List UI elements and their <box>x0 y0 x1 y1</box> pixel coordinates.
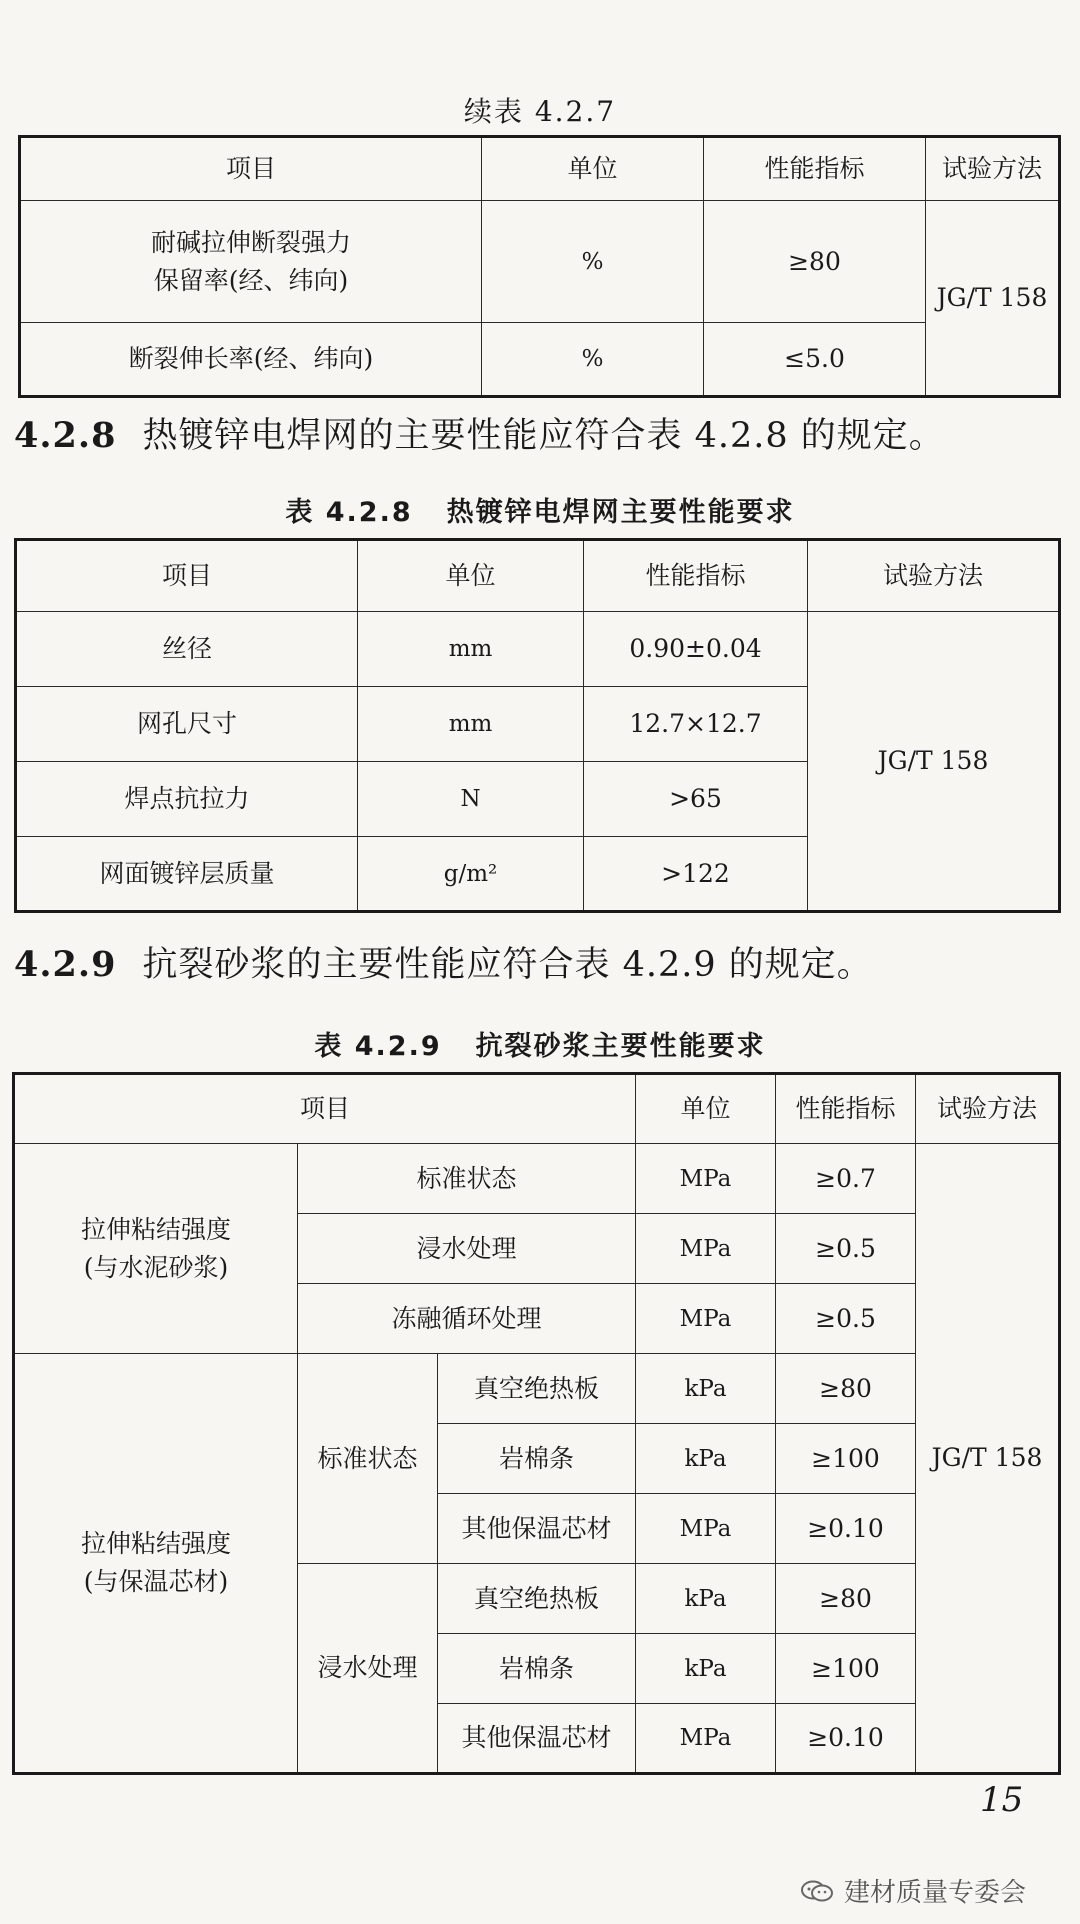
table-header-row <box>20 137 1060 201</box>
row-value: >122 <box>584 837 808 912</box>
row-value: ≥0.7 <box>776 1144 916 1214</box>
row-unit: MPa <box>636 1704 776 1774</box>
page-number: 15 <box>980 1780 1024 1820</box>
header-unit: 单位 <box>358 540 584 612</box>
row-unit: MPa <box>636 1214 776 1284</box>
row-unit: g/m² <box>358 837 584 912</box>
header-unit: 单位 <box>482 137 704 201</box>
row-item: 焊点抗拉力 <box>16 762 358 837</box>
row-value: ≥80 <box>776 1564 916 1634</box>
wechat-icon <box>800 1880 834 1902</box>
group-label-cement-mortar: 拉伸粘结强度 (与水泥砂浆) <box>14 1144 298 1354</box>
row-value: 12.7×12.7 <box>584 687 808 762</box>
row-condition: 冻融循环处理 <box>298 1284 636 1354</box>
row-unit: kPa <box>636 1424 776 1494</box>
row-value: ≤5.0 <box>704 323 926 397</box>
clause-text: 抗裂砂浆的主要性能应符合表 4.2.9 的规定。 <box>142 945 873 985</box>
row-unit: % <box>482 201 704 323</box>
row-unit: MPa <box>636 1494 776 1564</box>
row-value: ≥0.5 <box>776 1284 916 1354</box>
table-row <box>16 612 1060 687</box>
header-value: 性能指标 <box>584 540 808 612</box>
row-unit: MPa <box>636 1284 776 1354</box>
row-item: 耐碱拉伸断裂强力 保留率(经、纬向) <box>20 201 482 323</box>
header-value: 性能指标 <box>704 137 926 201</box>
group-label-insulation-core: 拉伸粘结强度 (与保温芯材) <box>14 1354 298 1774</box>
row-material: 其他保温芯材 <box>438 1704 636 1774</box>
row-item: 网孔尺寸 <box>16 687 358 762</box>
row-value: 0.90±0.04 <box>584 612 808 687</box>
header-item: 项目 <box>16 540 358 612</box>
row-value: ≥100 <box>776 1634 916 1704</box>
row-material: 岩棉条 <box>438 1424 636 1494</box>
row-unit: kPa <box>636 1634 776 1704</box>
table-header-row <box>14 1074 1060 1144</box>
table-header-row <box>16 540 1060 612</box>
row-condition: 浸水处理 <box>298 1214 636 1284</box>
row-unit: mm <box>358 612 584 687</box>
clause-4-2-9 <box>14 937 873 987</box>
table-4-2-9 <box>12 1072 1061 1775</box>
row-method: JG/T 158 <box>926 201 1060 397</box>
table-4-2-8-caption: 表 4.2.8 热镀锌电焊网主要性能要求 <box>285 497 795 528</box>
header-item: 项目 <box>20 137 482 201</box>
row-item: 丝径 <box>16 612 358 687</box>
row-material: 岩棉条 <box>438 1634 636 1704</box>
row-value: >65 <box>584 762 808 837</box>
row-unit: kPa <box>636 1564 776 1634</box>
table-row <box>20 323 1060 397</box>
row-material: 真空绝热板 <box>438 1354 636 1424</box>
header-unit: 单位 <box>636 1074 776 1144</box>
row-value: ≥0.5 <box>776 1214 916 1284</box>
row-value: ≥80 <box>704 201 926 323</box>
table-4-2-9-caption: 表 4.2.9 抗裂砂浆主要性能要求 <box>314 1031 766 1062</box>
row-unit: kPa <box>636 1354 776 1424</box>
header-method: 试验方法 <box>926 137 1060 201</box>
row-unit: % <box>482 323 704 397</box>
table-4-2-7-cont <box>18 135 1061 398</box>
row-value: ≥0.10 <box>776 1494 916 1564</box>
row-unit: mm <box>358 687 584 762</box>
watermark <box>800 1872 1026 1909</box>
row-value: ≥0.10 <box>776 1704 916 1774</box>
row-material: 真空绝热板 <box>438 1564 636 1634</box>
row-unit: MPa <box>636 1144 776 1214</box>
header-value: 性能指标 <box>776 1074 916 1144</box>
header-item: 项目 <box>14 1074 636 1144</box>
clause-number: 4.2.8 <box>14 415 117 456</box>
table-row <box>14 1354 1060 1424</box>
watermark-text: 建材质量专委会 <box>844 1878 1027 1908</box>
row-method: JG/T 158 <box>808 612 1060 912</box>
row-method: JG/T 158 <box>916 1144 1060 1774</box>
row-item: 断裂伸长率(经、纬向) <box>20 323 482 397</box>
clause-4-2-8 <box>14 408 945 458</box>
subgroup-label-standard: 标准状态 <box>298 1354 438 1564</box>
cont-table-caption: 续表 4.2.7 <box>463 95 617 128</box>
table-row <box>20 201 1060 323</box>
header-method: 试验方法 <box>808 540 1060 612</box>
row-condition: 标准状态 <box>298 1144 636 1214</box>
subgroup-label-immersion: 浸水处理 <box>298 1564 438 1774</box>
row-material: 其他保温芯材 <box>438 1494 636 1564</box>
clause-number: 4.2.9 <box>14 944 117 985</box>
row-unit: N <box>358 762 584 837</box>
table-4-2-8 <box>14 538 1061 913</box>
row-value: ≥100 <box>776 1424 916 1494</box>
table-row <box>14 1144 1060 1214</box>
row-item: 网面镀锌层质量 <box>16 837 358 912</box>
header-method: 试验方法 <box>916 1074 1060 1144</box>
row-value: ≥80 <box>776 1354 916 1424</box>
clause-text: 热镀锌电焊网的主要性能应符合表 4.2.8 的规定。 <box>142 416 945 456</box>
